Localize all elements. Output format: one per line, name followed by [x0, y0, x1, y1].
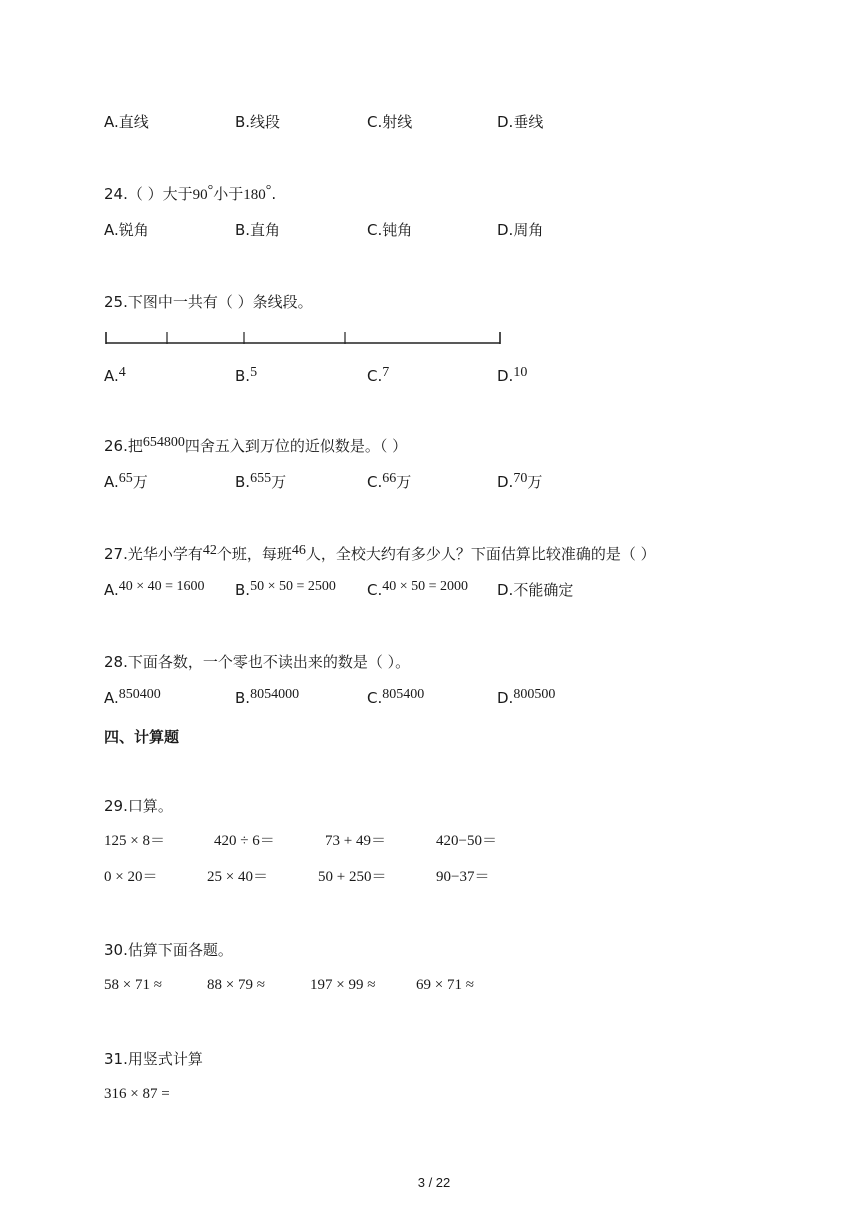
- q31-question: 31.用竖式计算: [104, 1050, 203, 1068]
- q26-option-d: D.70万: [497, 471, 543, 491]
- q24-value-2: 180: [243, 187, 266, 203]
- q27-value-2: 46: [291, 543, 306, 558]
- q29-item: 125 × 8＝: [104, 833, 165, 849]
- page-number: 3 / 22: [417, 1175, 451, 1190]
- q24-number: 24.: [104, 185, 128, 203]
- q26-option-b: B.655万: [235, 471, 287, 491]
- q23-option-c: C.射线: [367, 113, 413, 131]
- q24-degree-1: °: [207, 183, 214, 198]
- q23-option-a: A.直线: [104, 113, 149, 131]
- q29-question: 29.口算。: [104, 797, 173, 815]
- q26-text-2: 四舍五入到万位的近似数是。（ ）: [184, 437, 408, 455]
- q27-option-d: D.不能确定: [497, 581, 574, 599]
- q29-item: 25 × 40＝: [207, 869, 268, 885]
- q26-value: 654800: [142, 435, 185, 450]
- q30-item: 58 × 71 ≈: [104, 977, 162, 993]
- q29-item: 420−50＝: [436, 833, 497, 849]
- q30-item: 88 × 79 ≈: [207, 977, 265, 993]
- q26-text-1: 26.把: [104, 437, 143, 455]
- q24-question: [104, 185, 276, 205]
- q25-question: 25.下图中一共有（ ）条线段。: [104, 293, 313, 311]
- q23-option-b: B.线段: [235, 113, 281, 131]
- q27-option-c: C.40 × 50 = 2000: [367, 579, 469, 599]
- q25-line-segment-figure: [100, 328, 510, 350]
- q27-option-b: B.50 × 50 = 2500: [235, 579, 336, 599]
- q28-option-a: A.850400: [104, 687, 161, 707]
- q30-item: 69 × 71 ≈: [416, 977, 474, 993]
- q25-option-c: C.7: [367, 365, 390, 385]
- q29-item: 420 ÷ 6＝: [214, 833, 275, 849]
- q27-question: 27.光华小学有42个班，每班46人，全校大约有多少人？下面估算比较准确的是（ ）: [104, 543, 656, 563]
- q23-option-d: D.垂线: [497, 113, 544, 131]
- q29-item: 73 + 49＝: [325, 833, 386, 849]
- q24-paren: （ ）: [127, 185, 163, 203]
- q29-item: 0 × 20＝: [104, 869, 158, 885]
- q24-degree-2: °: [265, 183, 272, 198]
- q26-option-c: C.66万: [367, 471, 412, 491]
- q30-question: 30.估算下面各题。: [104, 941, 233, 959]
- q24-option-c: C.钝角: [367, 221, 413, 239]
- q28-option-d: D.800500: [497, 687, 556, 707]
- q24-option-a: A.锐角: [104, 221, 149, 239]
- q28-option-b: B.8054000: [235, 687, 300, 707]
- q25-option-b: B.5: [235, 365, 258, 385]
- q26-option-a: A.65万: [104, 471, 148, 491]
- q24-value-1: 90: [192, 187, 208, 203]
- q27-option-a: A.40 × 40 = 1600: [104, 579, 205, 599]
- q24-end: .: [271, 185, 277, 203]
- q28-option-c: C.805400: [367, 687, 425, 707]
- section-4-heading: 四、计算题: [104, 728, 180, 746]
- q27-value-1: 42: [202, 543, 217, 558]
- q26-question: [104, 437, 407, 457]
- q24-option-d: D.周角: [497, 221, 544, 239]
- q24-text-2: 小于: [213, 185, 244, 203]
- q25-option-d: D.10: [497, 365, 528, 385]
- q28-question: 28.下面各数，一个零也不读出来的数是（ ）。: [104, 653, 411, 671]
- q24-text-1: 大于: [162, 185, 193, 203]
- q30-item: 197 × 99 ≈: [310, 977, 376, 993]
- q31-expression: 316 × 87 =: [104, 1086, 170, 1102]
- q29-item: 50 + 250＝: [318, 869, 387, 885]
- q24-option-b: B.直角: [235, 221, 281, 239]
- q25-option-a: A.4: [104, 365, 126, 385]
- q29-item: 90−37＝: [436, 869, 490, 885]
